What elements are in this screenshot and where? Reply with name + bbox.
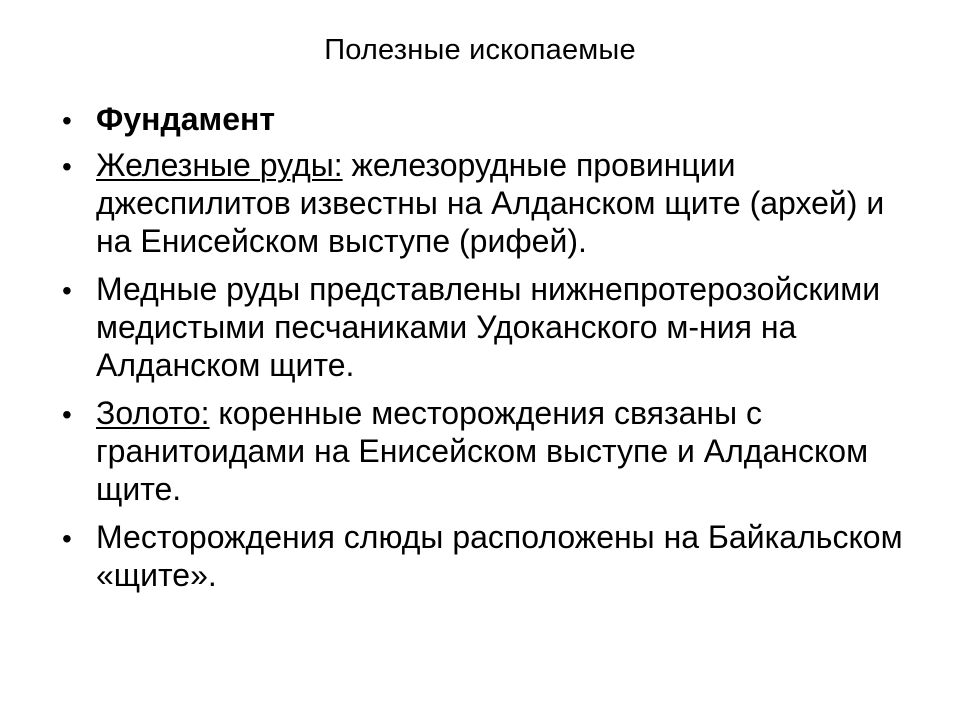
bullet-icon: • (62, 275, 72, 306)
bullet-text: железорудные провинции джеспилитов известны на Алданском щите (архей) и на Енисейском выступе (рифей). (96, 147, 885, 259)
bullet-item-gold (62, 394, 922, 508)
bullet-icon: • (62, 151, 72, 182)
bullet-heading: Фундамент (96, 101, 276, 137)
bullet-icon: • (62, 523, 72, 554)
bullet-item-iron-ores (62, 146, 922, 260)
bullet-text: Месторождения слюды расположены на Байкальском «щите». (96, 519, 903, 593)
slide-title: Полезные ископаемые (324, 34, 636, 66)
bullet-item-mica (62, 518, 922, 594)
bullet-icon: • (62, 399, 72, 430)
bullet-text: Медные руды представлены нижнепротерозойскими медистыми песчаниками Удоканского м-ния на Алданском щите. (96, 271, 881, 383)
bullet-label: Железные руды: (96, 147, 343, 183)
bullet-list (62, 100, 922, 604)
bullet-text: коренные месторождения связаны с гранитоидами на Енисейском выступе и Алданском щите. (96, 395, 869, 507)
bullet-item-foundation (62, 100, 922, 138)
bullet-item-copper-ores (62, 270, 922, 384)
bullet-label: Золото: (96, 395, 210, 431)
bullet-icon: • (62, 105, 72, 136)
